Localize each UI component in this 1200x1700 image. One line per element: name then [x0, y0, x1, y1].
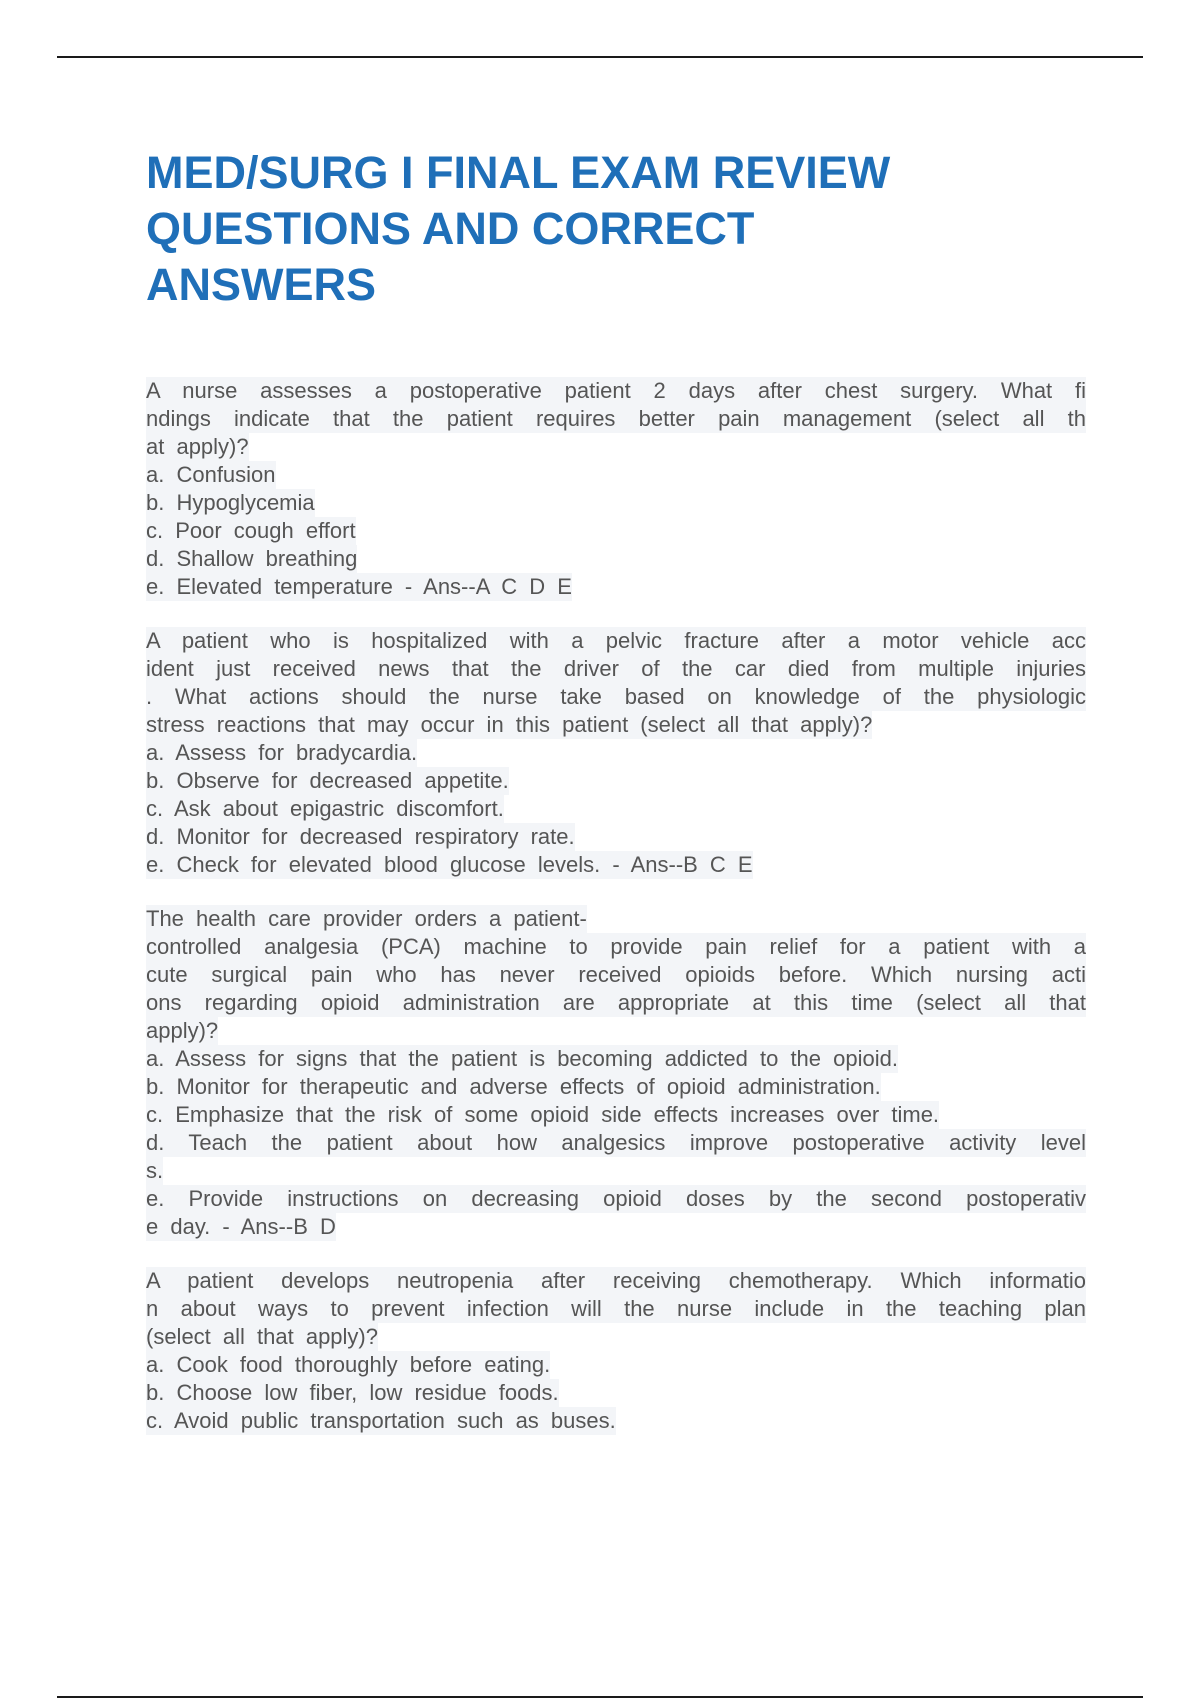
question-line: A nurse assesses a postoperative patient 2 days after chest surgery. What fi: [146, 378, 1086, 403]
question-line: controlled analgesia (PCA) machine to provide pain relief for a patient with a: [146, 934, 1086, 959]
answer-option: a. Assess for bradycardia.: [146, 740, 418, 765]
answer-option: a. Assess for signs that the patient is becoming addicted to the opioid.: [146, 1046, 898, 1071]
title-line: ANSWERS: [146, 259, 377, 310]
question-line: The health care provider orders a patient-: [146, 906, 587, 931]
answer-option: a. Cook food thoroughly before eating.: [146, 1352, 551, 1377]
top-rule: [57, 56, 1143, 58]
answer-option: b. Observe for decreased appetite.: [146, 768, 509, 793]
answer-option: c. Avoid public transportation such as buses.: [146, 1408, 616, 1433]
question-line: cute surgical pain who has never received opioids before. Which nursing acti: [146, 962, 1086, 987]
answer-option-with-key: e. Check for elevated blood glucose levels. - Ans--B C E: [146, 852, 753, 877]
question-line: ons regarding opioid administration are appropriate at this time (select all that: [146, 990, 1086, 1015]
question-line: (select all that apply)?: [146, 1324, 378, 1349]
question-line: stress reactions that may occur in this patient (select all that apply)?: [146, 712, 873, 737]
question-block-3: [146, 905, 1086, 1241]
answer-option: c. Poor cough effort: [146, 518, 356, 543]
title-line: QUESTIONS AND CORRECT: [146, 203, 755, 254]
question-line: ident just received news that the driver of the car died from multiple injuries: [146, 656, 1086, 681]
title-line: MED/SURG I FINAL EXAM REVIEW: [146, 147, 891, 198]
question-block-2: [146, 627, 1086, 879]
question-line: A patient develops neutropenia after receiving chemotherapy. Which informatio: [146, 1268, 1086, 1293]
answer-option: d. Monitor for decreased respiratory rate.: [146, 824, 575, 849]
answer-option: a. Confusion: [146, 462, 276, 487]
question-line: . What actions should the nurse take based on knowledge of the physiologic: [146, 684, 1086, 709]
question-line: A patient who is hospitalized with a pelvic fracture after a motor vehicle acc: [146, 628, 1086, 653]
bottom-rule: [57, 1696, 1143, 1698]
answer-option: e. Provide instructions on decreasing opioid doses by the second postoperativ: [146, 1186, 1086, 1211]
answer-option: b. Monitor for therapeutic and adverse effects of opioid administration.: [146, 1074, 881, 1099]
answer-option: b. Hypoglycemia: [146, 490, 315, 515]
question-line: apply)?: [146, 1018, 219, 1043]
question-block-1: [146, 377, 1086, 601]
document-content: [146, 145, 1086, 1461]
document-title: [146, 145, 1086, 313]
answer-option-with-key: e day. - Ans--B D: [146, 1214, 336, 1239]
answer-option: d. Teach the patient about how analgesics improve postoperative activity level: [146, 1130, 1086, 1155]
question-line: n about ways to prevent infection will the nurse include in the teaching plan: [146, 1296, 1086, 1321]
question-line: at apply)?: [146, 434, 249, 459]
answer-option: c. Ask about epigastric discomfort.: [146, 796, 504, 821]
answer-option: c. Emphasize that the risk of some opioid side effects increases over time.: [146, 1102, 940, 1127]
answer-option: d. Shallow breathing: [146, 546, 358, 571]
answer-option-with-key: e. Elevated temperature - Ans--A C D E: [146, 574, 572, 599]
answer-option: b. Choose low fiber, low residue foods.: [146, 1380, 559, 1405]
question-block-4: [146, 1267, 1086, 1435]
question-line: ndings indicate that the patient requires better pain management (select all th: [146, 406, 1086, 431]
answer-option-continuation: s.: [146, 1158, 164, 1183]
